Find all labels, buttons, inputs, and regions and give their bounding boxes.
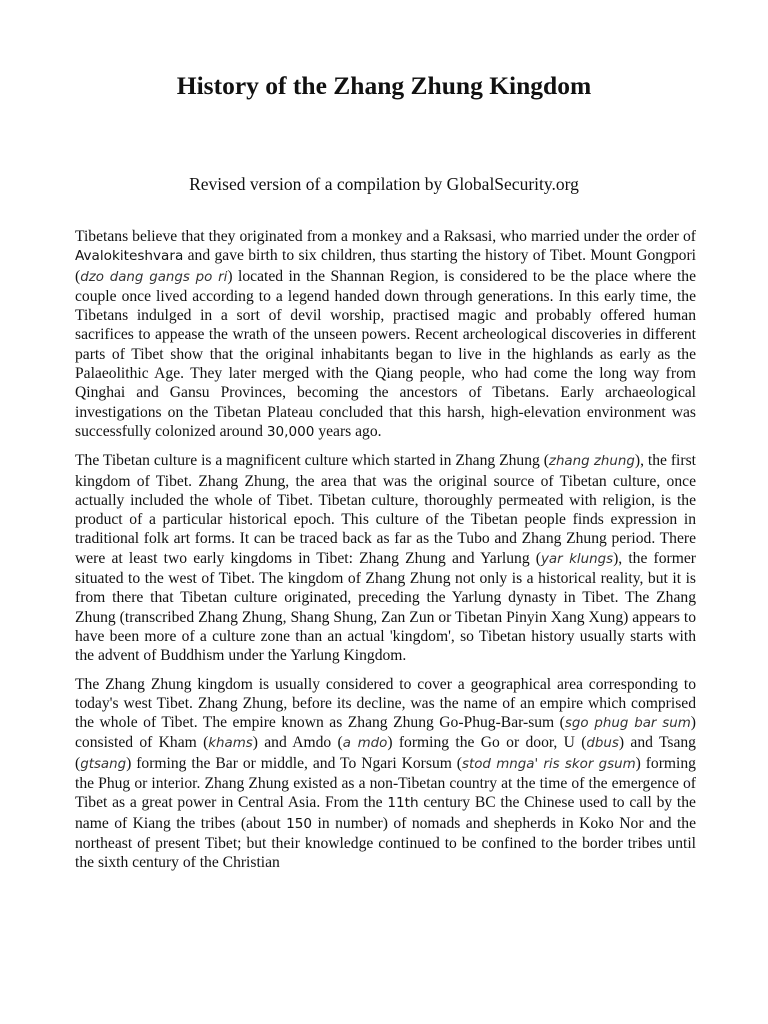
tibetan-transliteration: dbus	[586, 736, 619, 752]
paragraph-text: ) and Amdo (	[252, 734, 343, 752]
paragraph-text: ) consisted of Kham (	[75, 714, 696, 752]
paragraph-text: and gave birth to six children, thus starting the history of Tibet. Mount Gongpori (	[75, 247, 696, 285]
paragraph-text: The Tibetan culture is a magnificent culture which started in Zhang Zhung (	[75, 452, 549, 470]
paragraph-text: Tibetans believe that they originated from a monkey and a Raksasi, who married under the order of	[75, 228, 696, 245]
page-title: History of the Zhang Zhung Kingdom	[176, 71, 592, 100]
paragraph-text: ) located in the Shannan Region, is considered to be the place where the couple once lived according to a legend handed down through generations. In this early time, the Tibetans indulged in a sort of devil worship, practised magic and probably offered human sacrifices to appease the wrath of the unseen powers. Recent archeological discoveries in different parts of Tibet show that the original inhabitants began to live in the highlands as early as the Palaeolithic Age. They later merged with the Qiang people, who had come the long way from Qinghai and Gansu Provinces, becoming the ancestors of Tibetans. Early archaeological investigations on the Tibetan Plateau concluded that this harsh, high-elevation environment was successfully colonized around	[75, 267, 696, 440]
tibetan-transliteration: khams	[208, 736, 253, 752]
tibetan-transliteration: dzo dang gangs po ri	[80, 269, 228, 285]
paragraph-text: century BC the Chinese used to call by the name of Kiang the tribes (about	[75, 794, 696, 832]
paragraph-text: ) forming the Bar or middle, and To Ngari Korsum (	[126, 754, 462, 772]
paragraph-text: ), the former situated to the west of Tibet. The kingdom of Zhang Zhung not only is a historical reality, but it is from there that Tibetan culture originated, preceding the Yarlung dynasty in Tibet. The Zhang Zhung (transcribed Zhang Zhung, Shang Shung, Zan Zun or Tibetan Pinyin Xang Xung) appears to have been more of a culture zone than an actual 'kingdom', so Tibetan history usually starts with the advent of Buddhism under the Yarlung Kingdom.	[75, 549, 696, 665]
paragraph-text: ), the first kingdom of Tibet. Zhang Zhung, the area that was the original source of Tibetan culture, once actually included the whole of Tibet. Tibetan culture, thoroughly permeated with religion, is the product of a particular historical epoch. This culture of the Tibetan people finds expression in traditional folk art forms. It can be traced back as far as the Tubo and Zhang Zhung period. There were at least two early kingdoms in Tibet: Zhang Zhung and Yarlung (	[75, 452, 696, 567]
paragraph-text: ) forming the Phug or interior. Zhang Zhung existed as a non-Tibetan country at the time of the emergence of Tibet as a great power in Central Asia. From the	[75, 754, 696, 812]
tibetan-transliteration: sgo phug bar sum	[564, 716, 691, 732]
paragraph-text: ) forming the Go or door, U (	[387, 734, 587, 752]
numeric-text: 11th	[387, 795, 419, 812]
numeric-text: Avalokiteshvara	[75, 248, 184, 265]
paragraph	[75, 451, 696, 665]
tibetan-transliteration: gtsang	[80, 756, 127, 772]
paragraph-text: in number) of nomads and shepherds in Koko Nor and the northeast of present Tibet; but their knowledge continued to be confined to the border tribes until the sixth century of the Christian	[75, 814, 696, 872]
paragraph	[75, 675, 696, 873]
tibetan-transliteration: zhang zhung	[548, 454, 635, 470]
numeric-text: 150	[286, 815, 313, 832]
paragraph	[75, 227, 696, 442]
tibetan-transliteration: yar klungs	[540, 551, 614, 567]
tibetan-transliteration: stod mnga' ris skor gsum	[462, 756, 636, 772]
tibetan-transliteration: a mdo	[342, 736, 388, 752]
paragraph-text: ) and Tsang (	[75, 734, 696, 772]
paragraph-text: years ago.	[314, 422, 382, 440]
numeric-text: 30,000	[266, 423, 315, 440]
page-subtitle: Revised version of a compilation by GlobalSecurity.org	[189, 174, 579, 194]
document-body	[75, 227, 696, 882]
paragraph-text: The Zhang Zhung kingdom is usually considered to cover a geographical area corresponding to today's west Tibet. Zhang Zhung, before its decline, was the name of an empire which comprised the whole of Tibet. The empire known as Zhang Zhung Go-Phug-Bar-sum (	[75, 675, 696, 732]
